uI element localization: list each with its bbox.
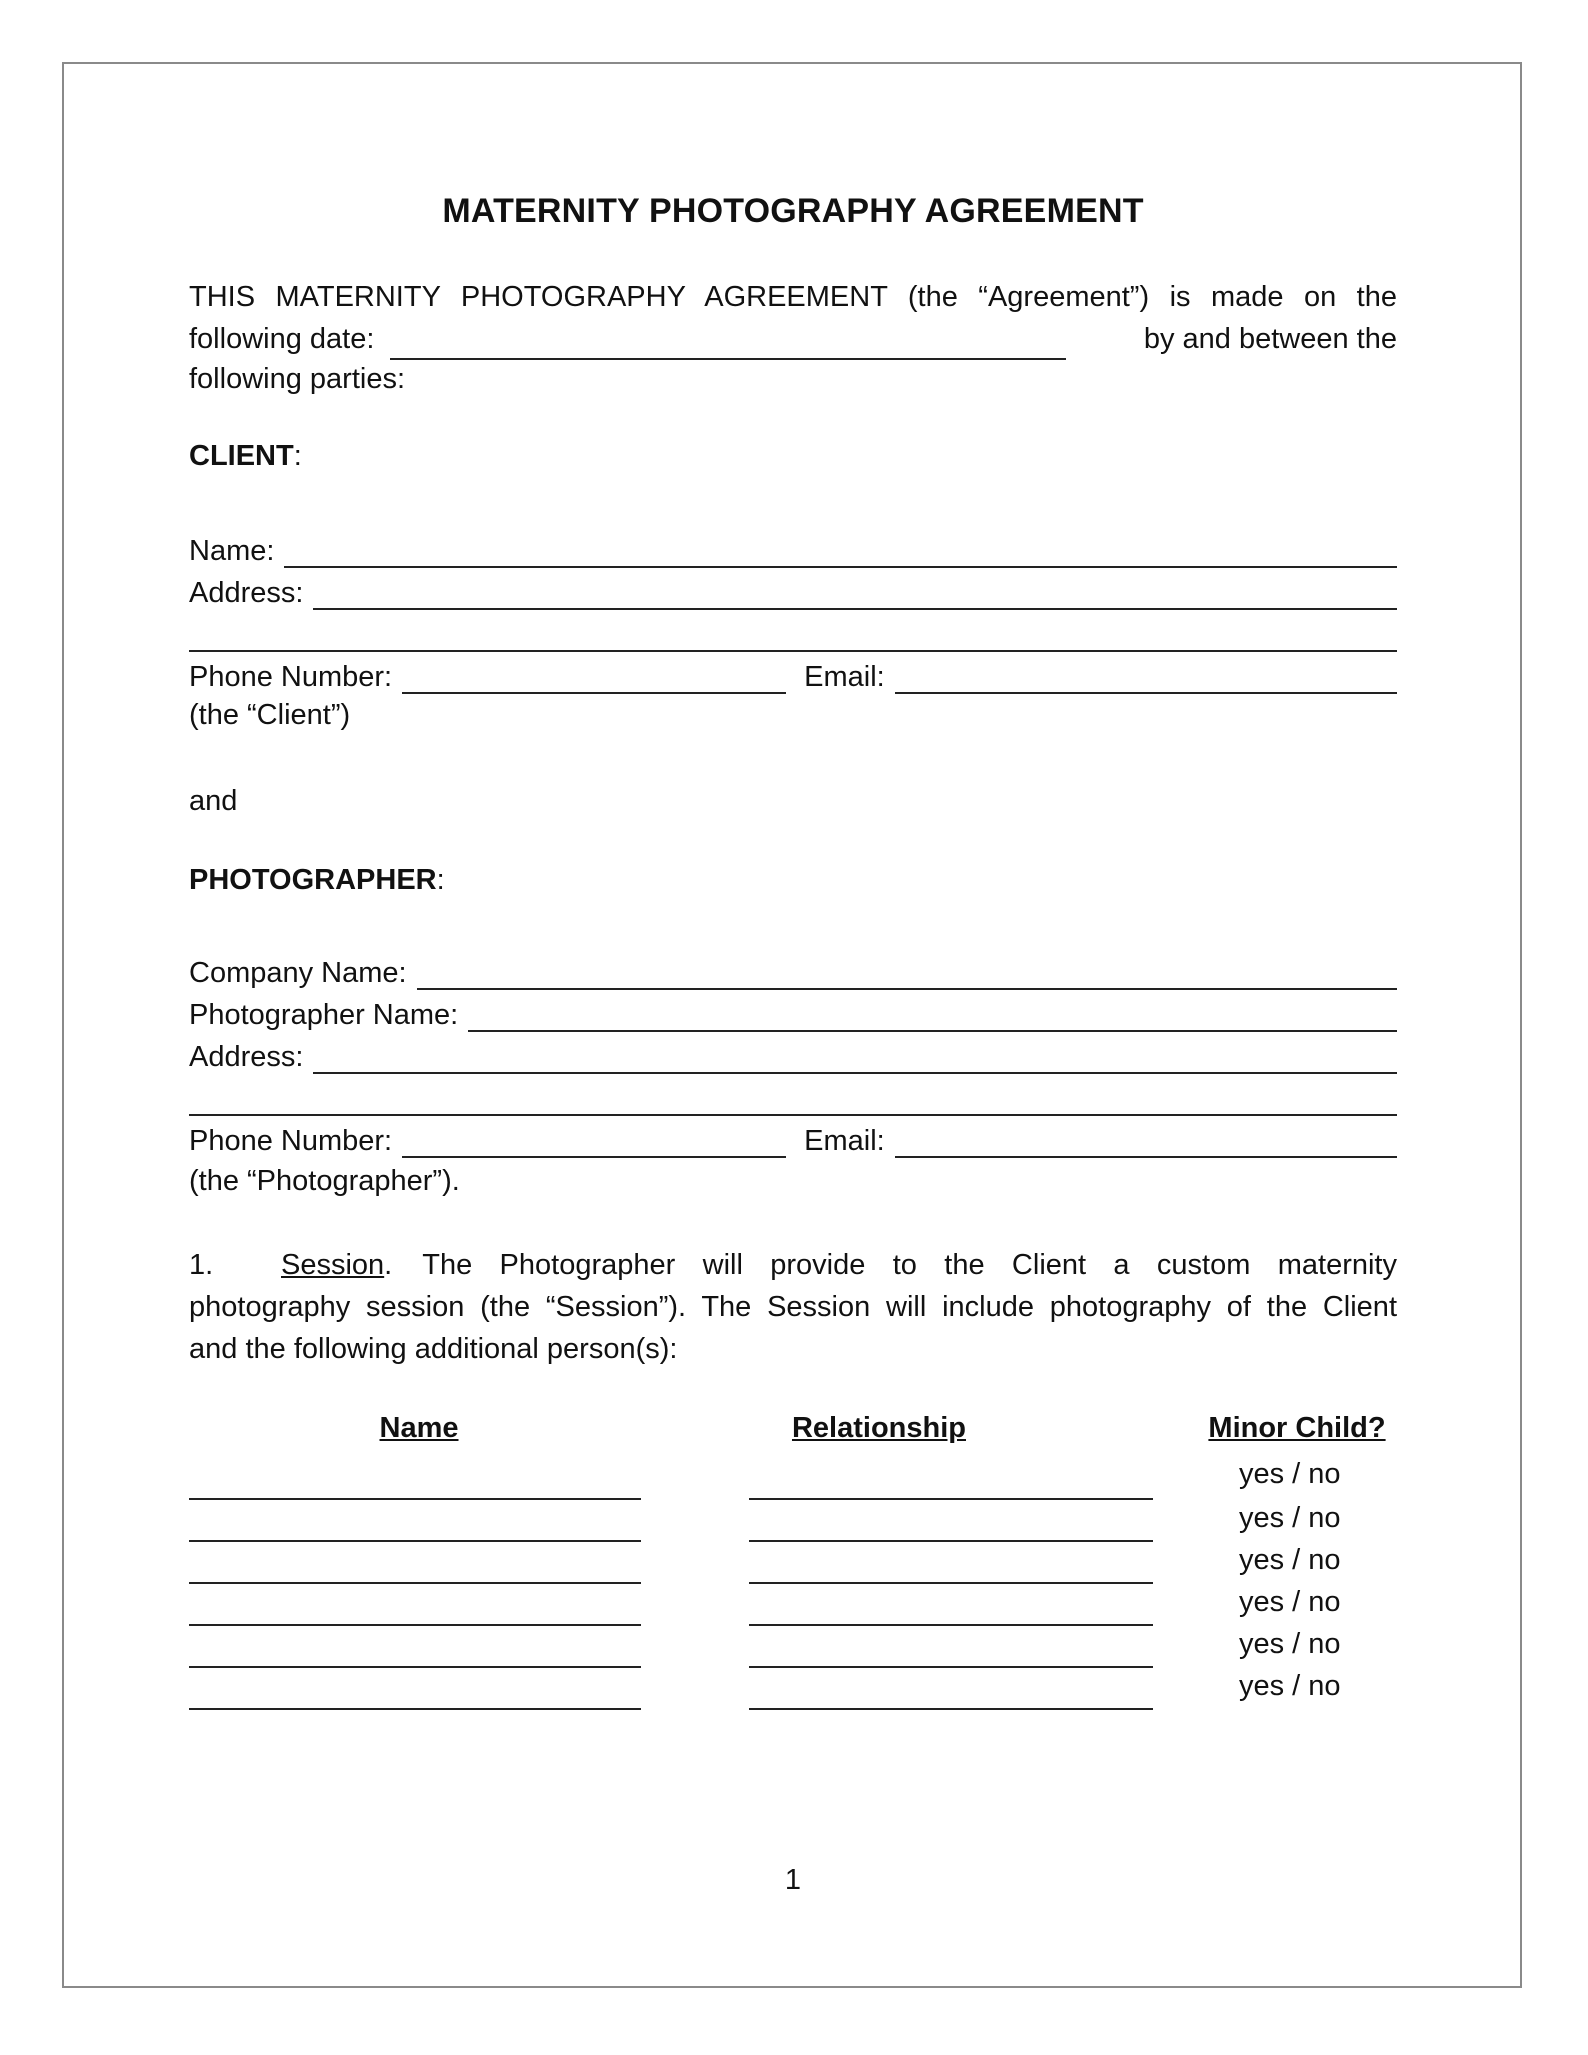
intro-line-1: THIS MATERNITY PHOTOGRAPHY AGREEMENT (the “Agreement”) is made on the <box>189 281 1397 313</box>
person-relationship-field[interactable] <box>749 1540 1153 1542</box>
photographer-name-field[interactable] <box>468 1000 1397 1032</box>
intro-line-2 <box>189 318 1397 360</box>
column-header-relationship: Relationship <box>791 1412 966 1444</box>
person-name-field[interactable] <box>189 1624 641 1626</box>
photographer-heading: PHOTOGRAPHER: <box>189 864 445 896</box>
minor-child-choice[interactable]: yes / no <box>1239 1544 1341 1576</box>
person-name-field[interactable] <box>189 1498 641 1500</box>
session-heading: Session <box>281 1249 385 1281</box>
person-relationship-field[interactable] <box>749 1582 1153 1584</box>
column-header-minor-child: Minor Child? <box>1208 1412 1386 1444</box>
client-phone-label: Phone Number: <box>189 661 393 693</box>
client-address-row <box>189 568 1397 610</box>
person-relationship-field[interactable] <box>749 1624 1153 1626</box>
session-line-2: photography session (the “Session”). The Session will include photography of the Client <box>189 1291 1397 1323</box>
photographer-name-row <box>189 990 1397 1032</box>
person-relationship-field[interactable] <box>749 1498 1153 1500</box>
photographer-heading-text: PHOTOGRAPHER <box>189 864 437 896</box>
session-line-1 <box>189 1244 1397 1286</box>
photographer-contact-row <box>189 1116 1397 1158</box>
client-email-label: Email: <box>804 661 885 693</box>
client-email-field[interactable] <box>895 662 1397 694</box>
client-name-label: Name: <box>189 535 275 567</box>
person-name-field[interactable] <box>189 1540 641 1542</box>
client-contact-row <box>189 652 1397 694</box>
client-designation: (the “Client”) <box>189 699 351 731</box>
intro-between-text: by and between the <box>1143 323 1397 355</box>
photographer-email-label: Email: <box>804 1125 885 1157</box>
document-title: MATERNITY PHOTOGRAPHY AGREEMENT <box>442 192 1144 230</box>
company-name-label: Company Name: <box>189 957 407 989</box>
photographer-address-row <box>189 1032 1397 1074</box>
company-name-field[interactable] <box>417 958 1397 990</box>
person-name-field[interactable] <box>189 1582 641 1584</box>
session-number: 1. <box>189 1249 214 1281</box>
person-relationship-field[interactable] <box>749 1708 1153 1710</box>
person-relationship-field[interactable] <box>749 1666 1153 1668</box>
photographer-designation: (the “Photographer”). <box>189 1165 460 1197</box>
client-address-field[interactable] <box>313 578 1397 610</box>
agreement-date-field[interactable] <box>390 328 1066 360</box>
photographer-email-field[interactable] <box>895 1126 1397 1158</box>
client-name-field[interactable] <box>284 536 1397 568</box>
person-name-field[interactable] <box>189 1666 641 1668</box>
photographer-address-field[interactable] <box>313 1042 1397 1074</box>
document-page <box>62 62 1522 1988</box>
minor-child-choice[interactable]: yes / no <box>1239 1670 1341 1702</box>
minor-child-choice[interactable]: yes / no <box>1239 1628 1341 1660</box>
intro-date-label: following date: <box>189 323 375 355</box>
page-number: 1 <box>784 1864 802 1896</box>
client-heading-text: CLIENT <box>189 440 294 472</box>
client-address-label: Address: <box>189 577 304 609</box>
session-line-3: and the following additional person(s): <box>189 1333 678 1365</box>
column-header-name: Name <box>379 1412 459 1444</box>
person-name-field[interactable] <box>189 1708 641 1710</box>
photographer-phone-field[interactable] <box>402 1126 786 1158</box>
minor-child-choice[interactable]: yes / no <box>1239 1586 1341 1618</box>
photographer-name-label: Photographer Name: <box>189 999 459 1031</box>
photographer-address-label: Address: <box>189 1041 304 1073</box>
session-text-1: The Photographer will provide to the Client a custom maternity <box>422 1249 1397 1281</box>
minor-child-choice[interactable]: yes / no <box>1239 1502 1341 1534</box>
and-text: and <box>189 785 238 817</box>
client-phone-field[interactable] <box>402 662 786 694</box>
client-name-row <box>189 526 1397 568</box>
client-heading: CLIENT: <box>189 440 302 472</box>
company-name-row <box>189 948 1397 990</box>
session-heading-period: . <box>384 1249 393 1281</box>
minor-child-choice[interactable]: yes / no <box>1239 1458 1341 1490</box>
intro-line-3: following parties: <box>189 363 405 395</box>
photographer-phone-label: Phone Number: <box>189 1125 393 1157</box>
